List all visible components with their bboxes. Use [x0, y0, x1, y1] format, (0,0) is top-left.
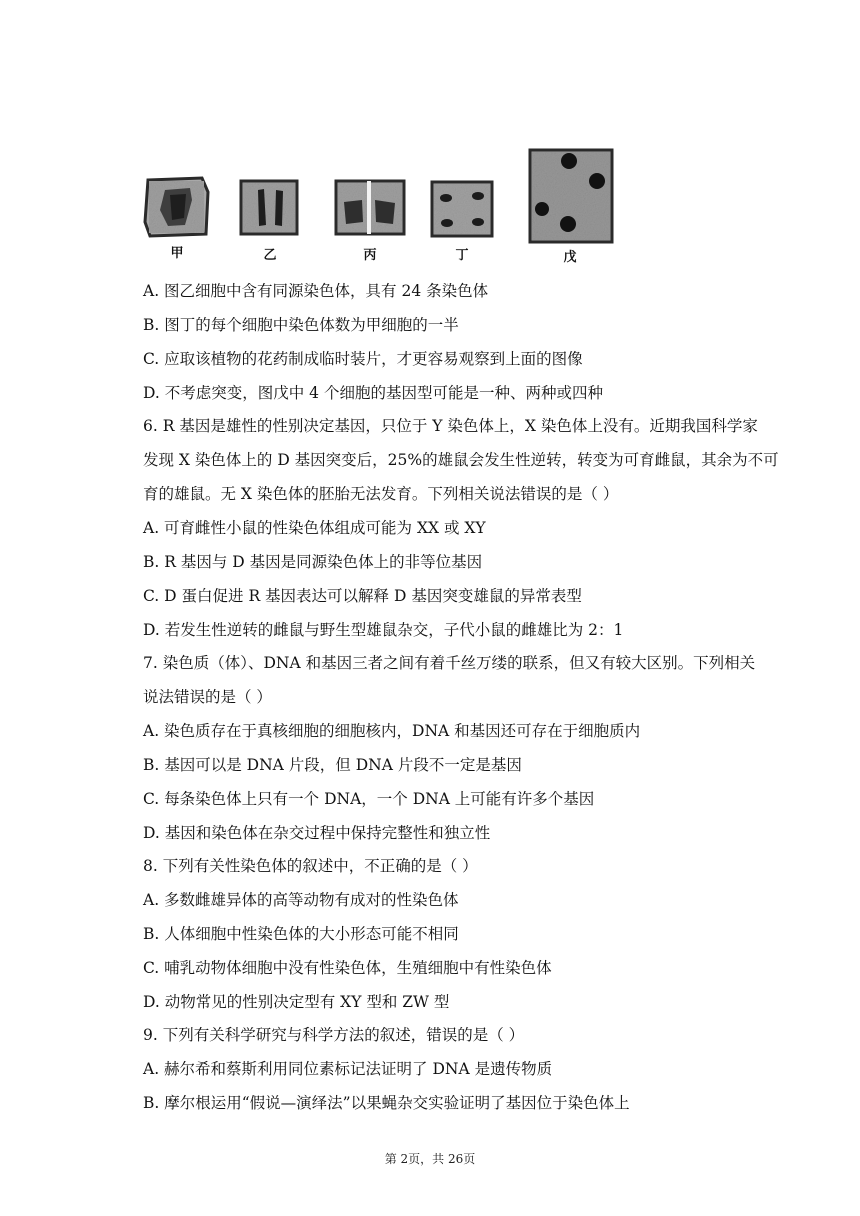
figure-label-wu: 戊	[563, 250, 577, 265]
micrograph-images	[0, 0, 860, 270]
q7-option-b: B. 基因可以是 DNA 片段，但 DNA 片段不一定是基因	[143, 756, 522, 774]
q5-option-b: B. 图丁的每个细胞中染色体数为甲细胞的一半	[143, 316, 459, 334]
micrograph-jia	[145, 178, 208, 236]
q6-stem-line-2: 发现 X 染色体上的 D 基因突变后，25%的雄鼠会发生性逆转，转变为可育雌鼠，其余为不可	[143, 451, 779, 469]
q7-option-d: D. 基因和染色体在杂交过程中保持完整性和独立性	[143, 824, 491, 842]
micrograph-yi	[241, 181, 297, 234]
q8-option-d: D. 动物常见的性别决定型有 XY 型和 ZW 型	[143, 993, 450, 1011]
q8-stem: 8. 下列有关性染色体的叙述中，不正确的是（ ）	[143, 857, 478, 875]
q6-option-b: B. R 基因与 D 基因是同源染色体上的非等位基因	[143, 553, 483, 571]
q9-option-b: B. 摩尔根运用“假说—演绎法”以果蝇杂交实验证明了基因位于染色体上	[143, 1094, 630, 1112]
q7-stem-line-2: 说法错误的是（ ）	[143, 688, 272, 706]
q6-stem-line-3: 育的雄鼠。无 X 染色体的胚胎无法发育。下列相关说法错误的是（ ）	[143, 485, 619, 503]
figure-label-jia: 甲	[170, 246, 184, 261]
figure-label-ding: 丁	[455, 248, 469, 263]
q9-stem: 9. 下列有关科学研究与科学方法的叙述，错误的是（ ）	[143, 1026, 525, 1044]
micrograph-figure	[0, 0, 860, 270]
q7-option-c: C. 每条染色体上只有一个 DNA，一个 DNA 上可能有许多个基因	[143, 790, 595, 808]
figure-label-yi: 乙	[263, 248, 277, 263]
page-footer: 第 2页，共 26页	[384, 1152, 476, 1166]
figure-label-bing: 丙	[363, 248, 377, 263]
micrograph-ding	[432, 182, 492, 236]
q5-option-d: D. 不考虑突变，图戊中 4 个细胞的基因型可能是一种、两种或四种	[143, 384, 603, 402]
q5-option-a: A. 图乙细胞中含有同源染色体，具有 24 条染色体	[143, 282, 489, 300]
micrograph-wu	[530, 150, 612, 242]
q8-option-b: B. 人体细胞中性染色体的大小形态可能不相同	[143, 925, 459, 943]
q8-option-c: C. 哺乳动物体细胞中没有性染色体，生殖细胞中有性染色体	[143, 959, 552, 977]
q6-option-c: C. D 蛋白促进 R 基因表达可以解释 D 基因突变雄鼠的异常表型	[143, 587, 582, 605]
q7-option-a: A. 染色质存在于真核细胞的细胞核内，DNA 和基因还可存在于细胞质内	[143, 722, 641, 740]
q6-option-a: A. 可育雌性小鼠的性染色体组成可能为 XX 或 XY	[143, 519, 486, 537]
q9-option-a: A. 赫尔希和蔡斯利用同位素标记法证明了 DNA 是遗传物质	[143, 1060, 553, 1078]
q5-option-c: C. 应取该植物的花药制成临时装片，才更容易观察到上面的图像	[143, 350, 583, 368]
micrograph-bing	[336, 181, 404, 234]
q7-stem-line-1: 7. 染色质（体）、DNA 和基因三者之间有着千丝万缕的联系，但又有较大区别。下列相关	[143, 654, 756, 672]
q6-stem-line-1: 6. R 基因是雄性的性别决定基因，只位于 Y 染色体上，X 染色体上没有。近期我国科学家	[143, 417, 758, 435]
q8-option-a: A. 多数雌雄异体的高等动物有成对的性染色体	[143, 891, 459, 909]
q6-option-d: D. 若发生性逆转的雌鼠与野生型雄鼠杂交，子代小鼠的雌雄比为 2：1	[143, 621, 624, 639]
